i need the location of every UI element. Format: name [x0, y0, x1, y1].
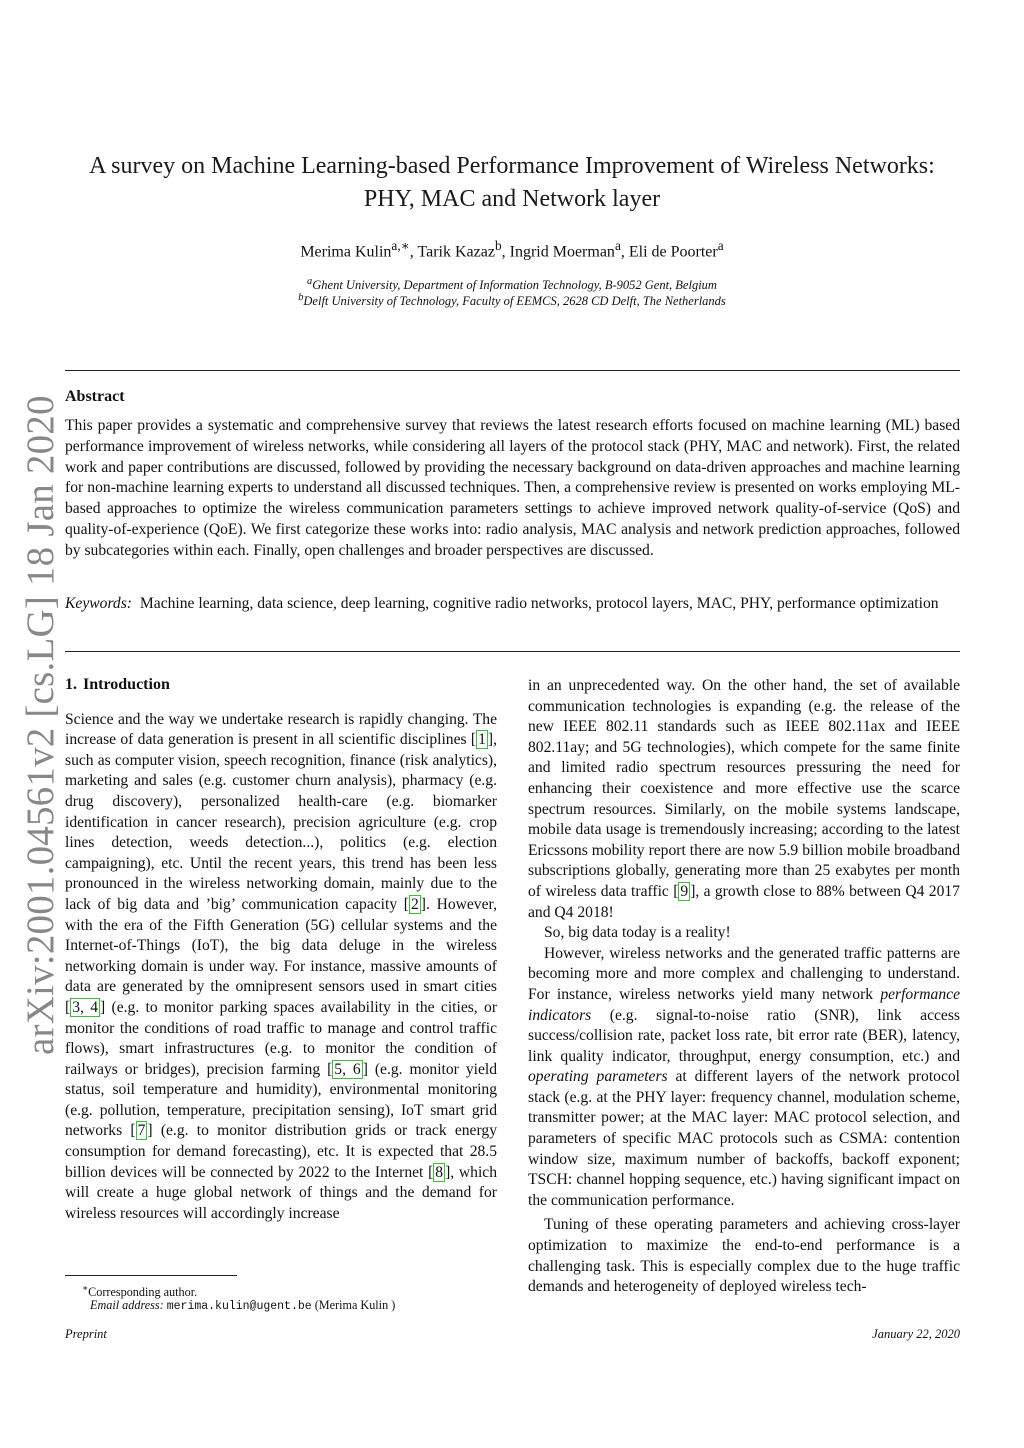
title-line-2: PHY, MAC and Network layer [363, 186, 661, 212]
citation-link[interactable]: 9 [680, 882, 689, 900]
section-number: 1. [65, 676, 77, 693]
intro-paragraph: So, big data today is a reality! [544, 924, 731, 942]
intro-paragraph: in an unprecedented way. On the other hand, the set of available communication technologies is expanding (e.g. the release of the new IEEE 802.11 standards such as IEEE 802.11ax and IEEE 802.11ay; and 5G technologies), which compete for the same finite and limited radio spectrum resources pressuring the need for enhancing their coexistence and more effective use the scarce spectrum resources. Similarly, on the mobile systems landscape, mobile data usage is tremendously increasing; according to the latest Ericssons mobility report there are now 5.9 billion mobile broadband subscriptions globally, generating more than 25 exabytes per month of wireless data traffic [ 9 ], a growth close to 88% between Q4 2017 and Q4 2018! [528, 677, 960, 921]
affiliation-a [60, 276, 964, 293]
intro-paragraph: However, wireless networks and the generated traffic patterns are becoming more and more complex and challenging to understand. For instance, wireless networks yield many network performance indicators (e.g. signal-to-noise ratio (SNR), link access success/collision rate, packet loss rate, bit error rate (BER), latency, link quality indicator, throughput, energy consumption, etc.) and operating parameters at different layers of the network protocol stack (e.g. at the PHY layer: frequency channel, modulation scheme, transmitter power; at the MAC layer: MAC protocol selection, and parameters of specific MAC protocols such as CSMA: contention window size, maximum number of backoffs, backoff exponent; TSCH: channel hopping sequence, etc.) having significant impact on the communication performance. [528, 944, 960, 1209]
footnote-rule [65, 1275, 237, 1276]
emphasis-text: performance indicators [528, 985, 960, 1024]
title-line-1: A survey on Machine Learning-based Performance Improvement of Wireless Networks: [89, 153, 935, 179]
left-column [65, 675, 497, 1224]
paper-title [60, 150, 964, 216]
keywords-label: Keywords: [65, 595, 132, 612]
abstract-bottom-rule [65, 651, 960, 652]
citation-link[interactable]: 2 [411, 895, 419, 913]
intro-paragraph: Tuning of these operating parameters and achieving cross-layer optimization to maximize the end-to-end performance is a challenging task. This is especially complex due to the huge traffic demands and heterogeneity of deployed wireless tech- [528, 1216, 960, 1296]
keywords [65, 594, 960, 615]
affiliation-b [60, 292, 964, 309]
author-affil-mark: a [614, 238, 621, 253]
arxiv-stamp: arXiv:2001.04561v2 [cs.LG] 18 Jan 2020 [19, 395, 62, 1055]
email-label: Email address: [90, 1298, 164, 1312]
author-affil-mark: a [717, 238, 724, 253]
abstract-heading: Abstract [65, 388, 125, 405]
affiliation-text: Delft University of Technology, Faculty of EEMCS, 2628 CD Delft, The Netherlands [303, 294, 726, 309]
footnote-email [90, 1297, 530, 1315]
footer-preprint: Preprint [65, 1327, 107, 1341]
citation-link[interactable]: 1 [478, 731, 486, 749]
abstract-text: This paper provides a systematic and comprehensive survey that reviews the latest research efforts focused on machine learning (ML) based performance improvement of wireless networks, while considering all layers of the protocol stack (PHY, MAC and network). First, the related work and paper contributions are discussed, followed by providing the necessary background on data-driven approaches and machine learning for non-machine learning experts to understand all discussed techniques. Then, a comprehensive review is presented on works employing ML-based approaches to optimize the wireless communication parameters settings to achieve improved network quality-of-service (QoS) and quality-of-experience (QoE). We first categorize these works into: radio analysis, MAC analysis and network prediction approaches, followed by subcategories within each. Finally, open challenges and broader perspectives are discussed. [65, 417, 960, 559]
citation-link[interactable]: 7 [137, 1122, 146, 1140]
citation-link[interactable]: 3, 4 [72, 998, 99, 1016]
section-title: Introduction [83, 676, 170, 693]
author-affil-mark: a,∗ [391, 238, 410, 253]
email-address[interactable]: merima.kulin@ugent.be [166, 1300, 312, 1313]
author-name: Eli de Poorter [628, 243, 718, 261]
author-name: Merima Kulin [300, 243, 392, 261]
author-affil-mark: b [494, 238, 502, 253]
footnote-text: Corresponding author. [88, 1285, 198, 1300]
author-list: Merima Kulin$^{a,∗}$, Tarik Kazaz$^b$, Ingrid Moerman$^a$, Eli de Poorter$^a$ [300, 238, 724, 261]
footnote-mark: ∗ [82, 1283, 89, 1293]
section-heading [65, 675, 497, 696]
email-name: (Merima Kulin ) [314, 1298, 396, 1312]
affiliation-mark: a [307, 276, 313, 287]
keywords-text: Machine learning, data science, deep learning, cognitive radio networks, protocol layers, MAC, PHY, performance optimization [139, 595, 939, 612]
author-name: Ingrid Moerman [509, 243, 615, 261]
footer-date: January 22, 2020 [872, 1327, 960, 1341]
affiliation-text: Ghent University, Department of Information Technology, B-9052 Gent, Belgium [312, 278, 717, 293]
citation-link[interactable]: 5, 6 [334, 1060, 361, 1078]
author-name: Tarik Kazaz [417, 243, 495, 261]
intro-paragraph: Science and the way we undertake research is rapidly changing. The increase of data generation is present in all scientific disciplines [ 1 ], such as computer vision, speech recognition, finance (risk analytics), marketing and sales (e.g. customer churn analysis), pharmacy (e.g. drug discovery), personalized health-care (e.g. biomarker identification in cancer research), precision agriculture (e.g. crop lines detection, weeds detection...), politics (e.g. election campaigning), etc. Until the recent years, this trend has been less pronounced in the wireless networking domain, mainly due to the lack of big data and ’big’ communication capacity [ 2 ]. However, with the era of the Fifth Generation (5G) cellular systems and the Internet-of-Things (IoT), the big data deluge in the wireless networking domain is under way. For instance, massive amounts of data are generated by the omnipresent sensors used in smart cities [ 3, 4 ] (e.g. to monitor parking spaces availability in the cities, or monitor the conditions of road traffic to manage and control traffic flows), smart infrastructures (e.g. to monitor the condition of railways or bridges), precision farming [ 5, 6 ] (e.g. monitor yield status, soil temperature and humidity), environmental monitoring (e.g. pollution, temperature, precipitation sensing), IoT smart grid networks [ 7 ] (e.g. to monitor distribution grids or track energy consumption for demand forecasting), etc. It is expected that 28.5 billion devices will be connected by 2022 to the Internet [ 8 ], which will create a huge global network of things and the demand for wireless resources will accordingly increase [65, 710, 498, 1222]
affiliation-mark: b [298, 292, 304, 303]
right-column [528, 676, 960, 1298]
abstract-top-rule [65, 370, 960, 371]
citation-link[interactable]: 8 [435, 1163, 444, 1181]
emphasis-text: operating parameters [528, 1068, 668, 1086]
